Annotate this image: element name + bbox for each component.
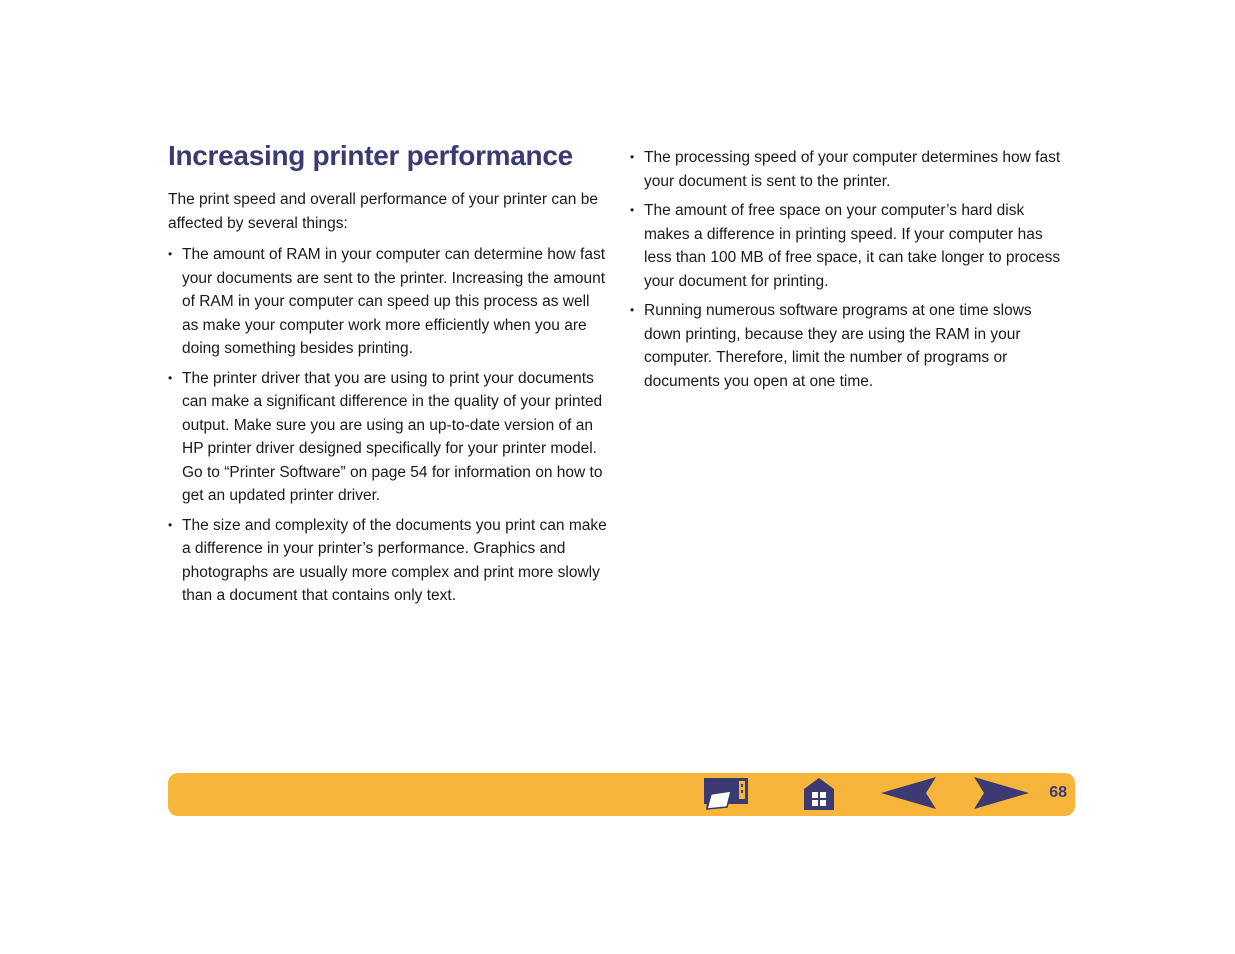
list-item (168, 514, 608, 608)
list-item (630, 299, 1070, 393)
page-title: Increasing printer performance (168, 140, 573, 171)
list-item (168, 243, 608, 361)
printer-icon[interactable] (703, 777, 749, 816)
bullet-icon: • (630, 150, 635, 164)
bullet-icon: • (168, 370, 173, 385)
list-item-text: Running numerous software programs at one time slows down printing, because they are using the RAM in your computer. Therefore, limit the number of programs or documents you open at one time. (644, 302, 1032, 390)
list-item-text: The printer driver that you are using to print your documents can make a significant difference in the quality of your printed output. Make sure you are using an up-to-date version of an HP printer driver designed specifically for your printer model. Go to “Printer Software” on page 54 for information on how to get an updated printer driver. (182, 369, 603, 504)
right-column (630, 146, 1070, 399)
right-bullet-list (630, 146, 1070, 393)
back-arrow-icon[interactable] (880, 776, 938, 815)
forward-arrow-icon[interactable] (972, 776, 1030, 815)
left-bullet-list (168, 243, 608, 608)
bullet-icon: • (168, 247, 173, 261)
list-item (630, 146, 1070, 193)
bullet-icon: • (168, 517, 173, 532)
bullet-icon: • (630, 303, 635, 317)
list-item-text: The amount of free space on your computer’s hard disk makes a difference in printing speed. If your computer has less than 100 MB of free space, it can take longer to process your document for printing. (644, 202, 1061, 290)
list-item (168, 367, 608, 508)
intro-paragraph: The print speed and overall performance of your printer can be affected by several things: (168, 191, 598, 232)
bullet-icon: • (630, 203, 635, 217)
list-item-text: The processing speed of your computer determines how fast your document is sent to the printer. (644, 149, 1061, 190)
home-icon[interactable] (802, 777, 836, 816)
list-item-text: The amount of RAM in your computer can determine how fast your documents are sent to the printer. Increasing the amount of RAM in your computer can speed up this process as well as make your computer work more efficiently when you are doing something besides printing. (182, 246, 606, 357)
navigation-bar (168, 773, 1075, 816)
list-item (630, 199, 1070, 293)
list-item-text: The size and complexity of the documents you print can make a difference in your printer’s performance. Graphics and photographs are usually more complex and print more slowly than a document that contains only text. (182, 516, 607, 604)
left-column (168, 140, 608, 614)
page-number: 68 (1049, 784, 1067, 801)
